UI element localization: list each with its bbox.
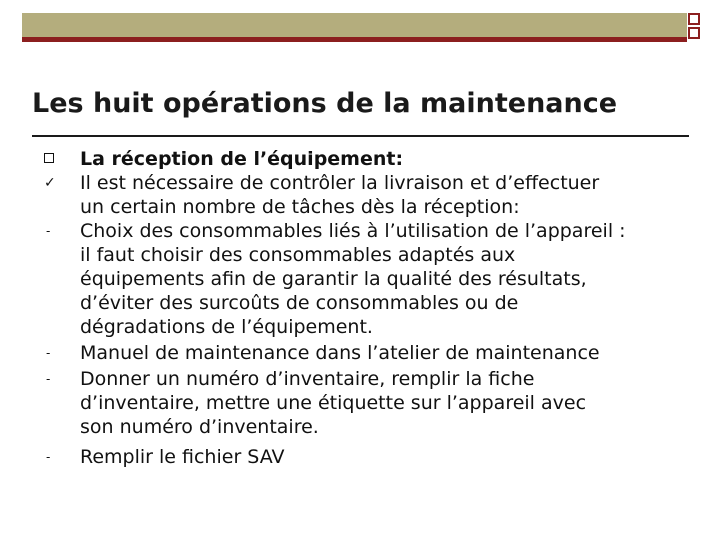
decorative-top-bar (22, 13, 687, 42)
dash-bullet-icon: - (46, 224, 51, 238)
slide-content (44, 147, 694, 469)
dash-bullet-icon: - (46, 346, 51, 360)
decorative-corner-square-2 (688, 27, 700, 39)
checkmark-bullet-icon: ✓ (44, 175, 56, 191)
list-item: - Donner un numéro d’inventaire, remplir la fiche d’inventaire, mettre une étiquette sur l’appareil avec son numéro d’inventaire. (46, 368, 587, 438)
decorative-corner-square-1 (688, 13, 700, 25)
dash-bullet-icon: - (46, 372, 51, 386)
list-item: La réception de l’équipement: (44, 147, 694, 171)
dash-bullet-icon: - (46, 450, 51, 464)
slide-title: Les huit opérations de la maintenance (32, 88, 618, 119)
list-item: ✓ Il est nécessaire de contrôler la livraison et d’effectuer un certain nombre de tâches dès la réception: (44, 172, 600, 218)
list-item: - Choix des consommables liés à l’utilisation de l’appareil : il faut choisir des consommables adaptés aux équipements afin de garantir la qualité des résultats, d’éviter des surcoûts de consommables ou de dégradations de l’équipement. (46, 220, 626, 338)
square-bullet-icon (44, 147, 58, 171)
title-divider (32, 135, 689, 137)
list-item: - Manuel de maintenance dans l’atelier de maintenance (46, 342, 600, 364)
list-item: - Remplir le fichier SAV (46, 446, 285, 468)
